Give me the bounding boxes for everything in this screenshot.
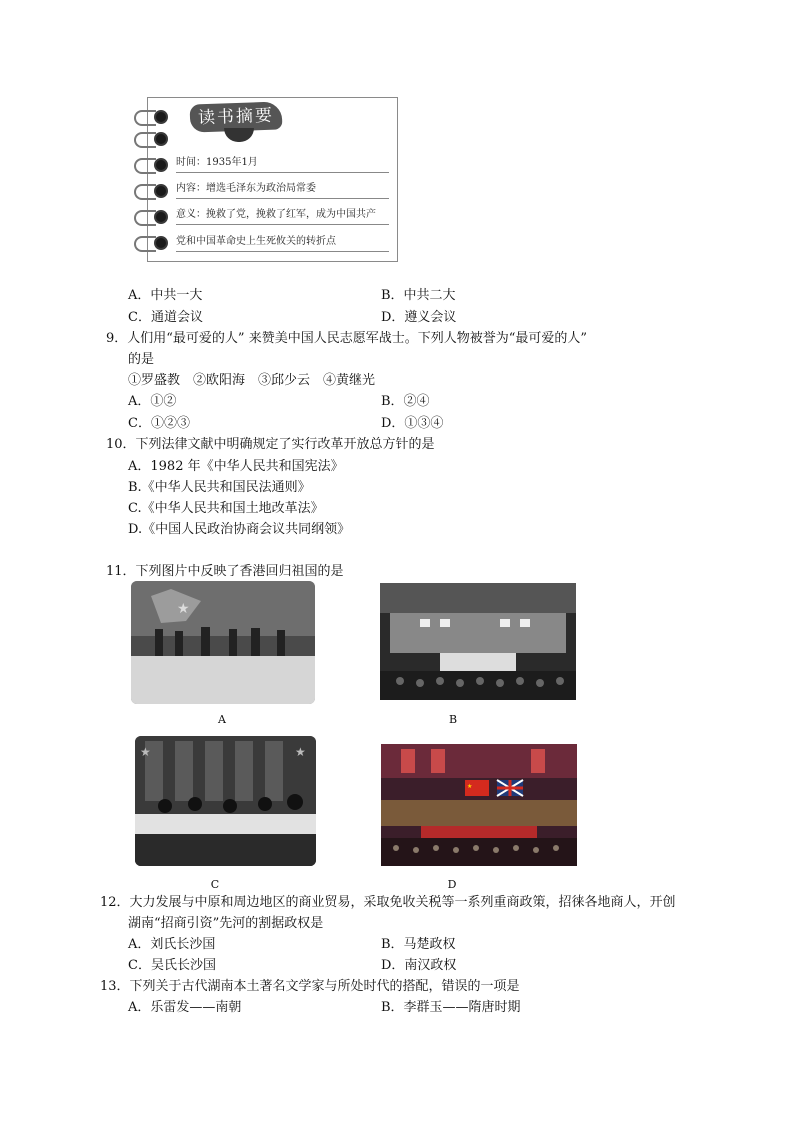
ring-icon: [154, 210, 168, 224]
q9-items: ①罗盛教 ②欧阳海 ③邱少云 ④黄继光: [128, 373, 376, 388]
q13-stem: 13．下列关于古代湖南本土著名文学家与所处时代的搭配，错误的一项是: [100, 979, 520, 994]
photo-a-label: A: [218, 713, 226, 726]
card-rule: [176, 198, 389, 199]
q10-option-b: B.《中华人民共和国民法通则》: [128, 480, 311, 495]
q9-option-b: B．②④: [381, 394, 430, 409]
svg-text:★: ★: [177, 601, 190, 617]
q12-option-b: B．马楚政权: [381, 937, 456, 952]
q12-option-a: A．刘氏长沙国: [128, 937, 216, 952]
q8-option-b: B．中共二大: [381, 288, 456, 303]
svg-text:★: ★: [295, 745, 306, 759]
ring-icon: [154, 184, 168, 198]
ring-icon: [154, 158, 168, 172]
q12-option-d: D．南汉政权: [381, 958, 457, 973]
card-meaning-1: 意义：挽救了党，挽救了红军，成为中国共产: [176, 209, 376, 220]
q12-option-c: C．吴氏长沙国: [128, 958, 216, 973]
photo-c-scene: [135, 736, 316, 866]
card-rule: [176, 251, 389, 252]
photo-d-label: D: [447, 878, 457, 891]
spiral-hook: [134, 236, 156, 252]
photo-d-scene: [381, 744, 577, 866]
card-rule: [176, 224, 389, 225]
q10-option-a: A．1982 年《中华人民共和国宪法》: [128, 459, 344, 474]
q10-stem: 10．下列法律文献中明确规定了实行改革开放总方针的是: [106, 437, 435, 452]
card-meaning-2: 党和中国革命史上生死攸关的转折点: [176, 236, 336, 247]
card-rule: [176, 172, 389, 173]
card-time: 时间：1935年1月: [176, 157, 258, 168]
banner-tail: [224, 128, 254, 142]
q10-option-d: D.《中国人民政治协商会议共同纲领》: [128, 522, 351, 537]
spiral-hook: [134, 158, 156, 174]
card-banner: 读书摘要: [190, 101, 283, 132]
spiral-hook: [134, 184, 156, 200]
q8-option-c: C．通道会议: [128, 310, 203, 325]
reading-summary-card: [147, 97, 398, 262]
svg-text:★: ★: [467, 783, 473, 790]
spiral-hook: [134, 210, 156, 226]
card-content: 内容：增选毛泽东为政治局常委: [176, 183, 316, 194]
photo-a-scene: [131, 581, 315, 704]
q12-stem-line-2: 湖南“招商引资”先河的割据政权是: [128, 916, 324, 931]
photo-b-scene: [380, 583, 576, 700]
ring-icon: [154, 236, 168, 250]
spiral-hook: [134, 110, 156, 126]
q8-option-a: A．中共一大: [128, 288, 203, 303]
ring-icon: [154, 132, 168, 146]
q9-stem-line-1: 9．人们用“最可爱的人” 来赞美中国人民志愿军战士。下列人物被誉为“最可爱的人”: [106, 331, 587, 346]
svg-text:★: ★: [140, 745, 151, 759]
q9-option-c: C．①②③: [128, 416, 190, 431]
q9-stem-line-2: 的是: [128, 352, 155, 367]
ring-icon: [154, 110, 168, 124]
q11-stem: 11．下列图片中反映了香港回归祖国的是: [106, 564, 344, 579]
q13-option-b: B．李群玉——隋唐时期: [381, 1000, 521, 1015]
photo-d: [381, 744, 577, 866]
q10-option-c: C.《中华人民共和国土地改革法》: [128, 501, 324, 516]
spiral-hook: [134, 132, 156, 148]
q8-option-d: D．遵义会议: [381, 310, 457, 325]
photo-b: [380, 583, 576, 700]
photo-b-label: B: [448, 713, 458, 726]
q9-option-a: A．①②: [128, 394, 177, 409]
photo-a: [131, 581, 315, 704]
photo-c-label: C: [210, 878, 220, 891]
photo-c: [135, 736, 316, 866]
q13-option-a: A．乐雷发——南朝: [128, 1000, 242, 1015]
q9-option-d: D．①③④: [381, 416, 444, 431]
q12-stem-line-1: 12．大力发展与中原和周边地区的商业贸易，采取免收关税等一系列重商政策，招徕各地商人，开创: [100, 895, 676, 910]
